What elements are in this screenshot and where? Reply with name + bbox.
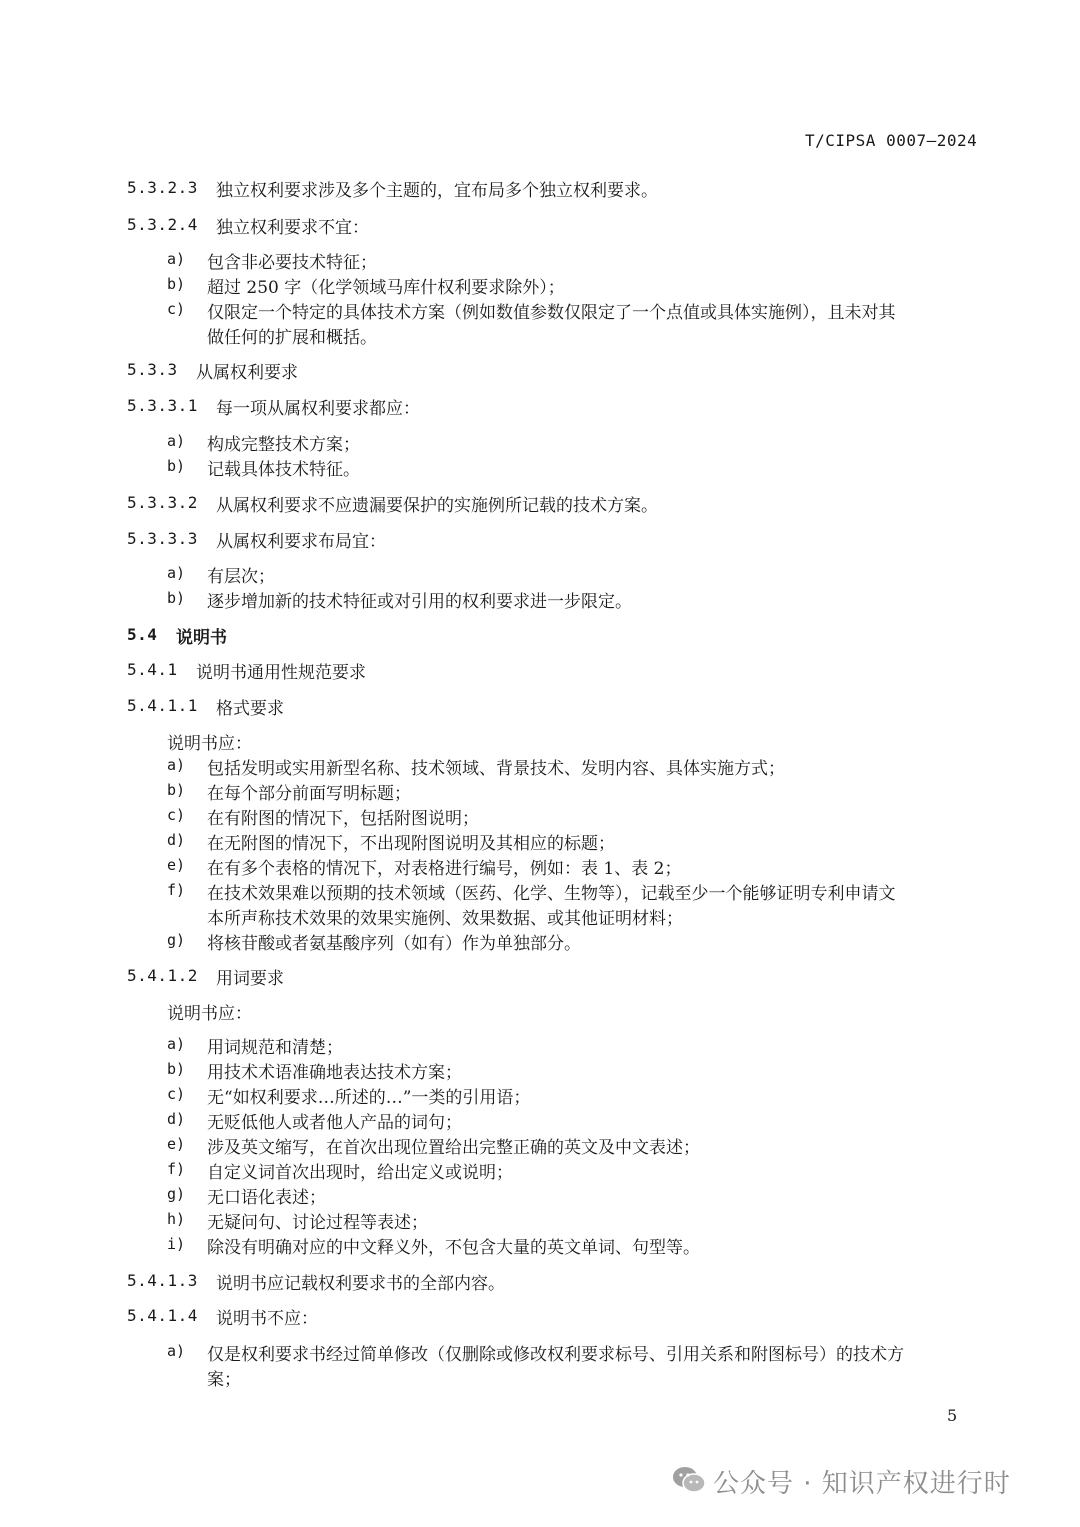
clause-text: 每一项从属权利要求都应： — [216, 399, 420, 419]
list-marker: e) — [167, 856, 186, 874]
clause-number: 5.4.1 — [127, 660, 178, 679]
lead-text: 说明书应： — [167, 1004, 252, 1024]
clause-number: 5.4.1.1 — [127, 696, 198, 715]
list-item: 仅是权利要求书经过简单修改（仅删除或修改权利要求标号、引用关系和附图标号）的技术方 — [207, 1345, 904, 1365]
list-item: 有层次； — [207, 567, 275, 587]
list-item: 在技术效果难以预期的技术领域（医药、化学、生物等），记载至少一个能够证明专利申请文 — [207, 884, 896, 904]
list-marker: b) — [167, 781, 186, 799]
list-item: 自定义词首次出现时，给出定义或说明； — [207, 1163, 513, 1183]
clause-number: 5.4.1.3 — [127, 1271, 198, 1290]
list-marker: h) — [167, 1210, 186, 1228]
clause-number: 5.3.3.2 — [127, 493, 198, 512]
list-marker: g) — [167, 1185, 186, 1203]
list-marker: d) — [167, 1110, 186, 1128]
page-number: 5 — [947, 1406, 958, 1425]
clause-number: 5.4.1.4 — [127, 1306, 198, 1325]
list-marker: f) — [167, 1160, 186, 1178]
clause-number: 5.4.1.2 — [127, 966, 198, 985]
list-item: 逐步增加新的技术特征或对引用的权利要求进一步限定。 — [207, 592, 632, 612]
list-item-continuation: 做任何的扩展和概括。 — [207, 328, 377, 348]
section-heading: 用词要求 — [216, 969, 284, 989]
list-marker: b) — [167, 275, 186, 293]
section-heading: 说明书 — [176, 628, 227, 648]
list-marker: c) — [167, 300, 186, 318]
list-item: 无“如权利要求…所述的…”一类的引用语； — [207, 1088, 531, 1108]
list-marker: f) — [167, 881, 186, 899]
list-item: 仅限定一个特定的具体技术方案（例如数值参数仅限定了一个点值或具体实施例），且未对其 — [207, 303, 896, 323]
list-marker: a) — [167, 1035, 186, 1053]
list-marker: b) — [167, 1060, 186, 1078]
list-marker: c) — [167, 806, 186, 824]
list-item: 在有多个表格的情况下，对表格进行编号，例如：表 1、表 2； — [207, 859, 682, 879]
clause-text: 说明书不应： — [216, 1309, 318, 1329]
list-marker: a) — [167, 756, 186, 774]
clause-number: 5.3.3.3 — [127, 529, 198, 548]
clause-number: 5.3.3.1 — [127, 396, 198, 415]
list-item: 在每个部分前面写明标题； — [207, 784, 411, 804]
wechat-icon — [672, 1465, 706, 1495]
list-item: 在有附图的情况下，包括附图说明； — [207, 809, 479, 829]
list-marker: a) — [167, 564, 186, 582]
clause-text: 从属权利要求不应遗漏要保护的实施例所记载的技术方案。 — [216, 496, 658, 516]
clause-number: 5.3.2.3 — [127, 178, 198, 197]
list-item: 包括发明或实用新型名称、技术领域、背景技术、发明内容、具体实施方式； — [207, 759, 785, 779]
list-item-continuation: 本所声称技术效果的效果实施例、效果数据、或其他证明材料； — [207, 909, 683, 929]
list-item: 记载具体技术特征。 — [207, 460, 360, 480]
list-marker: a) — [167, 432, 186, 450]
section-heading: 格式要求 — [216, 699, 284, 719]
document-id: T/CIPSA 0007—2024 — [805, 131, 978, 150]
list-item: 无疑问句、讨论过程等表述； — [207, 1213, 428, 1233]
list-marker: b) — [167, 589, 186, 607]
list-item: 除没有明确对应的中文释义外，不包含大量的英文单词、句型等。 — [207, 1238, 700, 1258]
list-item: 无口语化表述； — [207, 1188, 326, 1208]
list-item: 将核苷酸或者氨基酸序列（如有）作为单独部分。 — [207, 934, 581, 954]
list-item: 超过 250 字（化学领域马库什权利要求除外）； — [207, 278, 565, 298]
list-item: 包含非必要技术特征； — [207, 253, 377, 273]
clause-text: 从属权利要求布局宜： — [216, 532, 386, 552]
section-heading: 说明书通用性规范要求 — [196, 663, 366, 683]
clause-number: 5.3.2.4 — [127, 215, 198, 234]
list-marker: e) — [167, 1135, 186, 1153]
list-marker: d) — [167, 831, 186, 849]
list-marker: a) — [167, 250, 186, 268]
list-marker: i) — [167, 1235, 186, 1253]
list-marker: a) — [167, 1342, 186, 1360]
watermark-text: 公众号 · 知识产权进行时 — [713, 1469, 1011, 1499]
clause-text: 独立权利要求不宜： — [216, 218, 369, 238]
section-heading: 从属权利要求 — [196, 363, 298, 383]
clause-text: 独立权利要求涉及多个主题的，宜布局多个独立权利要求。 — [216, 181, 658, 201]
list-item: 无贬低他人或者他人产品的词句； — [207, 1113, 462, 1133]
list-item-continuation: 案； — [207, 1370, 241, 1390]
list-marker: b) — [167, 457, 186, 475]
list-marker: c) — [167, 1085, 186, 1103]
clause-text: 说明书应记载权利要求书的全部内容。 — [216, 1274, 505, 1294]
list-item: 用词规范和清楚； — [207, 1038, 343, 1058]
list-item: 用技术术语准确地表达技术方案； — [207, 1063, 462, 1083]
lead-text: 说明书应： — [167, 734, 252, 754]
list-item: 在无附图的情况下，不出现附图说明及其相应的标题； — [207, 834, 615, 854]
clause-number: 5.3.3 — [127, 360, 178, 379]
list-item: 构成完整技术方案； — [207, 435, 360, 455]
list-item: 涉及英文缩写，在首次出现位置给出完整正确的英文及中文表述； — [207, 1138, 700, 1158]
list-marker: g) — [167, 931, 186, 949]
clause-number: 5.4 — [127, 625, 158, 644]
